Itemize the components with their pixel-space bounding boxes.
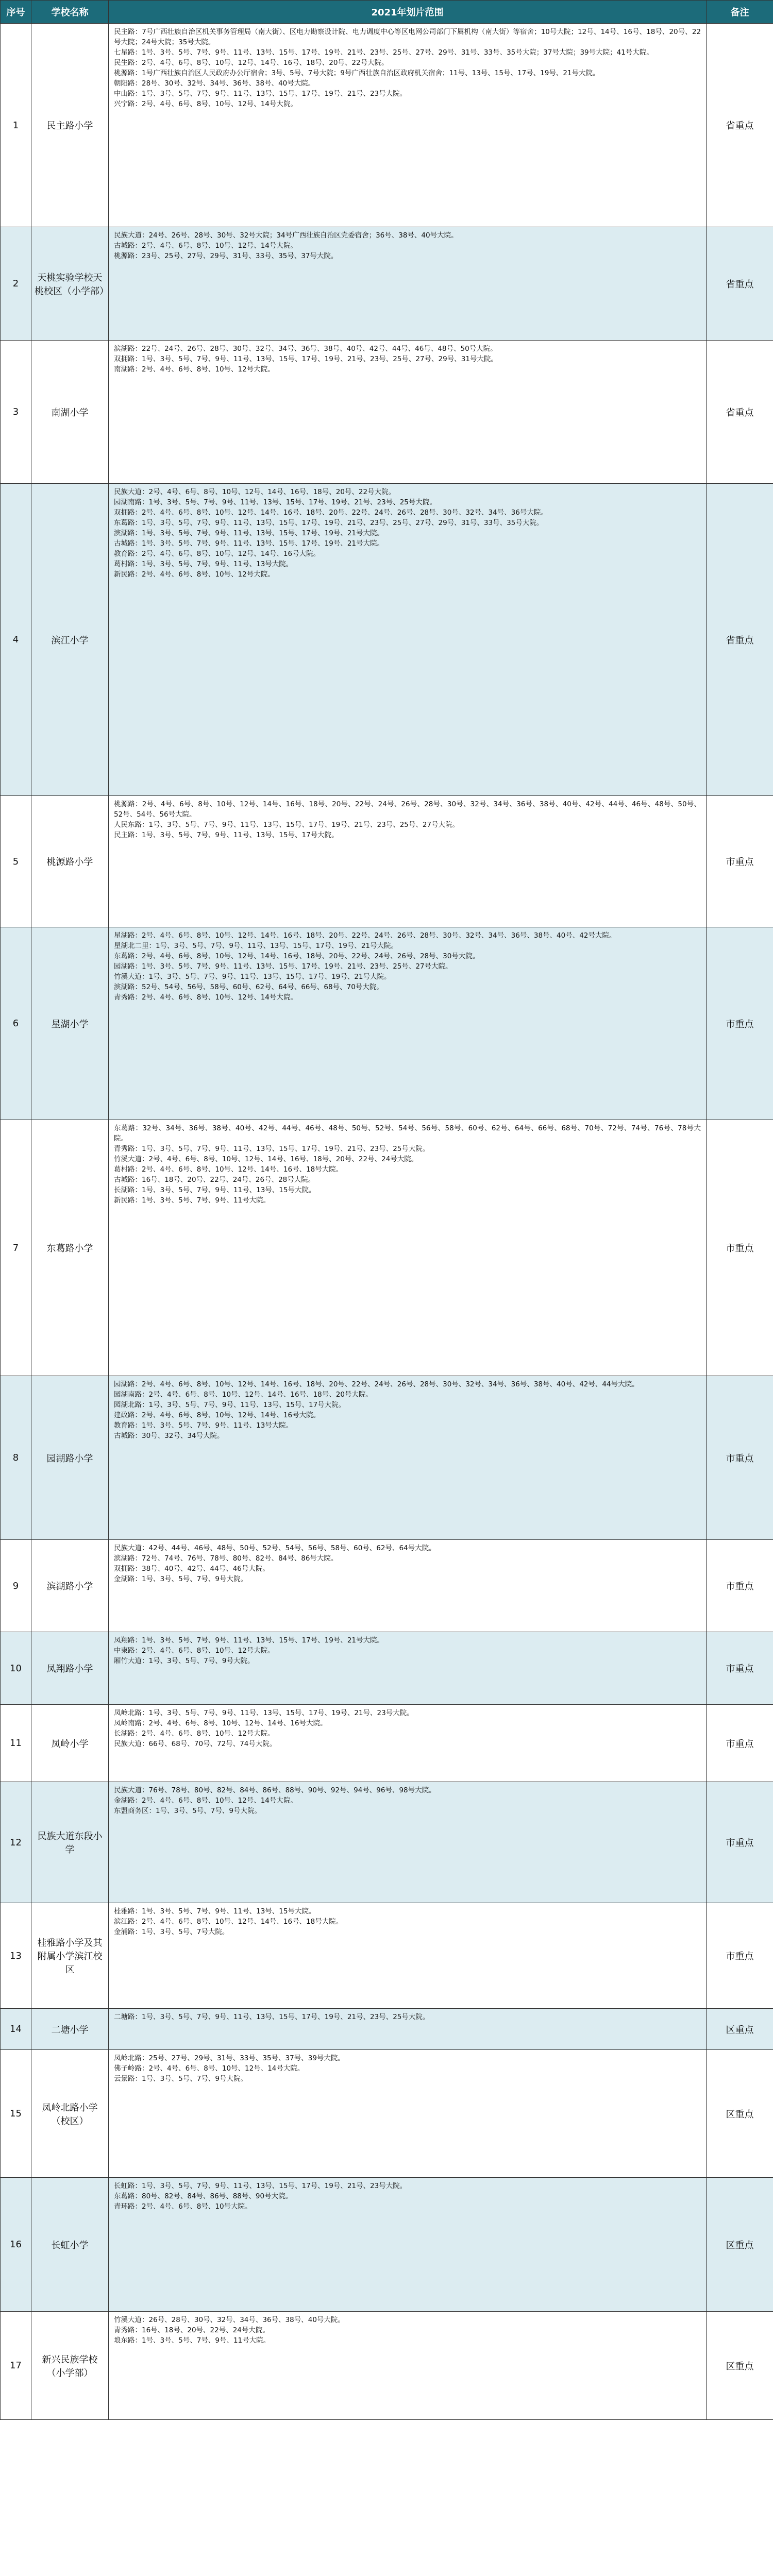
school-name: 凤岭小学 — [31, 1705, 109, 1782]
row-number: 11 — [1, 1705, 31, 1782]
range-line: 民族大道：76号、78号、80号、82号、84号、86号、88号、90号、92号、94号、96号、98号大院。 — [114, 1786, 436, 1794]
header-no: 序号 — [1, 1, 31, 24]
school-name: 民族大道东段小学 — [31, 1782, 109, 1903]
range-line: 园湖北路：1号、3号、5号、7号、9号、11号、13号、15号、17号大院。 — [114, 1401, 346, 1409]
zoning-range — [109, 1120, 707, 1376]
school-name: 新兴民族学校（小学部） — [31, 2312, 109, 2420]
range-line: 金湖路：1号、3号、5号、7号、9号大院。 — [114, 1575, 247, 1583]
range-line: 滨湖路：72号、74号、76号、78号、80号、82号、84号、86号大院。 — [114, 1554, 338, 1563]
range-line: 双拥路：1号、3号、5号、7号、9号、11号、13号、15号、17号、19号、21号、23号、25号、27号、29号、31号大院。 — [114, 355, 498, 363]
zoning-range — [109, 1540, 707, 1632]
school-level-note: 省重点 — [707, 484, 773, 796]
range-line: 民族大道：42号、44号、46号、48号、50号、52号、54号、56号、58号、60号、62号、64号大院。 — [114, 1544, 436, 1552]
school-level-note: 区重点 — [707, 2009, 773, 2050]
table-row — [1, 927, 773, 1120]
row-number: 7 — [1, 1120, 31, 1376]
school-name: 桂雅路小学及其附属小学滨江校区 — [31, 1903, 109, 2009]
range-line: 埌东路：1号、3号、5号、7号、9号、11号大院。 — [114, 2336, 271, 2345]
range-line: 滨湖路：22号、24号、26号、28号、30号、32号、34号、36号、38号、40号、42号、44号、46号、48号、50号大院。 — [114, 345, 497, 353]
school-level-note: 市重点 — [707, 1376, 773, 1540]
range-line: 园湖南路：2号、4号、6号、8号、10号、12号、14号、16号、18号、20号大院。 — [114, 1391, 373, 1399]
school-level-note: 区重点 — [707, 2050, 773, 2178]
school-name: 园湖路小学 — [31, 1376, 109, 1540]
school-level-note: 市重点 — [707, 927, 773, 1120]
school-name: 凤岭北路小学（校区） — [31, 2050, 109, 2178]
school-level-note: 省重点 — [707, 24, 773, 227]
table-row — [1, 796, 773, 927]
range-line: 桃源路：2号、4号、6号、8号、10号、12号、14号、16号、18号、20号、22号、24号、26号、28号、30号、32号、34号、36号、38号、40号、42号、44号、46号、48号、50号、52号、54号、56号大院。 — [114, 800, 701, 819]
table-row — [1, 484, 773, 796]
range-line: 佛子岭路：2号、4号、6号、8号、10号、12号、14号大院。 — [114, 2064, 305, 2073]
table-row — [1, 2178, 773, 2312]
table-row — [1, 1540, 773, 1632]
range-line: 二塘路：1号、3号、5号、7号、9号、11号、13号、15号、17号、19号、21号、23号、25号大院。 — [114, 2013, 430, 2021]
header-school: 学校名称 — [31, 1, 109, 24]
table-row — [1, 1705, 773, 1782]
range-line: 双拥路：2号、4号、6号、8号、10号、12号、14号、16号、18号、20号、22号、24号、26号、28号、30号、32号、34号、36号大院。 — [114, 509, 548, 517]
range-line: 七星路：1号、3号、5号、7号、9号、11号、13号、15号、17号、19号、21号、23号、25号、27号、29号、31号、33号、35号大院；37号大院；39号大院；41号大院。 — [114, 48, 653, 57]
range-line: 古城路：1号、3号、5号、7号、9号、11号、13号、15号、17号、19号、21号大院。 — [114, 539, 384, 548]
school-level-note: 市重点 — [707, 1632, 773, 1705]
range-line: 民族大道：2号、4号、6号、8号、10号、12号、14号、16号、18号、20号、22号大院。 — [114, 488, 396, 496]
school-level-note: 市重点 — [707, 796, 773, 927]
table-row — [1, 24, 773, 227]
zoning-range — [109, 1782, 707, 1903]
zoning-range — [109, 2050, 707, 2178]
range-line: 东葛路：2号、4号、6号、8号、10号、12号、14号、16号、18号、20号、22号、24号、26号、28号、30号大院。 — [114, 952, 480, 960]
range-line: 古城路：2号、4号、6号、8号、10号、12号、14号大院。 — [114, 242, 297, 250]
row-number: 1 — [1, 24, 31, 227]
range-line: 星湖路：2号、4号、6号、8号、10号、12号、14号、16号、18号、20号、22号、24号、26号、28号、30号、32号、34号、36号、38号、40号、42号大院。 — [114, 931, 616, 940]
school-level-note: 省重点 — [707, 341, 773, 484]
zoning-range — [109, 927, 707, 1120]
range-line: 朝阳路：28号、30号、32号、34号、36号、38号、40号大院。 — [114, 79, 315, 88]
range-line: 新民路：2号、4号、6号、8号、10号、12号大院。 — [114, 570, 275, 579]
row-number: 14 — [1, 2009, 31, 2050]
zoning-range — [109, 796, 707, 927]
zoning-range — [109, 341, 707, 484]
school-name: 东葛路小学 — [31, 1120, 109, 1376]
row-number: 13 — [1, 1903, 31, 2009]
range-line: 凤岭北路：1号、3号、5号、7号、9号、11号、13号、15号、17号、19号、21号、23号大院。 — [114, 1709, 414, 1717]
range-line: 青环路：2号、4号、6号、8号、10号大院。 — [114, 2202, 252, 2211]
school-level-note: 区重点 — [707, 2312, 773, 2420]
table-row — [1, 1376, 773, 1540]
table-row — [1, 2050, 773, 2178]
range-line: 民族大道：66号、68号、70号、72号、74号大院。 — [114, 1740, 277, 1748]
range-line: 东盟商务区：1号、3号、5号、7号、9号大院。 — [114, 1807, 261, 1815]
range-line: 园湖路：1号、3号、5号、7号、9号、11号、13号、15号、17号、19号、21号、23号、25号、27号大院。 — [114, 962, 452, 971]
range-line: 青秀路：1号、3号、5号、7号、9号、11号、13号、15号、17号、19号、21号、23号、25号大院。 — [114, 1145, 430, 1153]
range-line: 滨江路：2号、4号、6号、8号、10号、12号、14号、16号、18号大院。 — [114, 1918, 343, 1926]
school-level-note: 市重点 — [707, 1903, 773, 2009]
school-level-note: 区重点 — [707, 2178, 773, 2312]
range-line: 园湖路：2号、4号、6号、8号、10号、12号、14号、16号、18号、20号、22号、24号、26号、28号、30号、32号、34号、36号、38号、40号、42号、44号大院。 — [114, 1380, 639, 1388]
range-line: 滨湖路：52号、54号、56号、58号、60号、62号、64号、66号、68号、70号大院。 — [114, 983, 383, 991]
school-name: 凤翔路小学 — [31, 1632, 109, 1705]
table-row — [1, 1782, 773, 1903]
zoning-range — [109, 227, 707, 341]
row-number: 4 — [1, 484, 31, 796]
range-line: 厢竹大道：1号、3号、5号、7号、9号大院。 — [114, 1657, 255, 1665]
table-header — [1, 1, 773, 24]
range-line: 长湖路：2号、4号、6号、8号、10号、12号大院。 — [114, 1730, 275, 1738]
range-line: 东葛路：1号、3号、5号、7号、9号、11号、13号、15号、17号、19号、21号、23号、25号、27号、29号、31号、33号、35号大院。 — [114, 519, 544, 527]
range-line: 新民路：1号、3号、5号、7号、9号、11号大院。 — [114, 1196, 271, 1205]
zoning-range — [109, 24, 707, 227]
table-row — [1, 1903, 773, 2009]
row-number: 16 — [1, 2178, 31, 2312]
zoning-range — [109, 1903, 707, 2009]
range-line: 南湖路：2号、4号、6号、8号、10号、12号大院。 — [114, 365, 275, 374]
range-line: 桃源路：1号广西壮族自治区人民政府办公厅宿舍；3号、5号、7号大院；9号广西壮族自治区政府机关宿舍；11号、13号、15号、17号、19号、21号大院。 — [114, 69, 600, 77]
school-level-note: 市重点 — [707, 1540, 773, 1632]
school-level-note: 省重点 — [707, 227, 773, 341]
range-line: 金浦路：1号、3号、5号、7号大院。 — [114, 1928, 229, 1936]
range-line: 凤岭南路：2号、4号、6号、8号、10号、12号、14号、16号大院。 — [114, 1719, 327, 1727]
range-line: 园湖南路：1号、3号、5号、7号、9号、11号、13号、15号、17号、19号、21号、23号、25号大院。 — [114, 498, 436, 506]
range-line: 桂雅路：1号、3号、5号、7号、9号、11号、13号、15号大院。 — [114, 1907, 316, 1916]
range-line: 民生路：2号、4号、6号、8号、10号、12号、14号、16号、18号、20号、22号大院。 — [114, 59, 389, 67]
table-row — [1, 227, 773, 341]
school-name: 桃源路小学 — [31, 796, 109, 927]
row-number: 5 — [1, 796, 31, 927]
school-name: 民主路小学 — [31, 24, 109, 227]
range-line: 兴宁路：2号、4号、6号、8号、10号、12号、14号大院。 — [114, 100, 297, 108]
range-line: 竹溪大道：2号、4号、6号、8号、10号、12号、14号、16号、18号、20号、22号、24号大院。 — [114, 1155, 418, 1163]
school-level-note: 市重点 — [707, 1705, 773, 1782]
range-line: 云景路：1号、3号、5号、7号、9号大院。 — [114, 2075, 247, 2083]
range-line: 古城路：16号、18号、20号、22号、24号、26号、28号大院。 — [114, 1176, 315, 1184]
row-number: 3 — [1, 341, 31, 484]
range-line: 长虹路：1号、3号、5号、7号、9号、11号、13号、15号、17号、19号、21号、23号大院。 — [114, 2182, 407, 2190]
row-number: 9 — [1, 1540, 31, 1632]
range-line: 青秀路：16号、18号、20号、22号、24号大院。 — [114, 2326, 270, 2334]
school-name: 长虹小学 — [31, 2178, 109, 2312]
range-line: 凤翔路：1号、3号、5号、7号、9号、11号、13号、15号、17号、19号、21号大院。 — [114, 1636, 384, 1645]
row-number: 10 — [1, 1632, 31, 1705]
range-line: 桃源路：23号、25号、27号、29号、31号、33号、35号、37号大院。 — [114, 252, 338, 260]
range-line: 中柬路：2号、4号、6号、8号、10号、12号大院。 — [114, 1647, 275, 1655]
table-row — [1, 1120, 773, 1376]
range-line: 青秀路：2号、4号、6号、8号、10号、12号、14号大院。 — [114, 993, 297, 1002]
school-level-note: 市重点 — [707, 1782, 773, 1903]
range-line: 民主路：7号广西壮族自治区机关事务管理局（南大街）、区电力勘察设计院、电力调度中心等区电网公司部门下属机构（南大街）等宿舍；10号大院；12号、14号、16号、18号、20号、22号大院；24号大院；35号大院。 — [114, 28, 701, 46]
table-row — [1, 2009, 773, 2050]
range-line: 双拥路：38号、40号、42号、44号、46号大院。 — [114, 1565, 270, 1573]
header-range: 2021年划片范围 — [109, 1, 707, 24]
range-line: 竹溪大道：1号、3号、5号、7号、9号、11号、13号、15号、17号、19号、21号大院。 — [114, 973, 391, 981]
zoning-range — [109, 2178, 707, 2312]
range-line: 葛村路：1号、3号、5号、7号、9号、11号、13号大院。 — [114, 560, 293, 568]
range-line: 长湖路：1号、3号、5号、7号、9号、11号、13号、15号大院。 — [114, 1186, 316, 1194]
school-name: 星湖小学 — [31, 927, 109, 1120]
zoning-range — [109, 1376, 707, 1540]
range-line: 葛村路：2号、4号、6号、8号、10号、12号、14号、16号、18号大院。 — [114, 1165, 343, 1174]
range-line: 星湖北二里：1号、3号、5号、7号、9号、11号、13号、15号、17号、19号、21号大院。 — [114, 942, 398, 950]
table-body — [1, 24, 773, 2420]
range-line: 教育路：2号、4号、6号、8号、10号、12号、14号、16号大院。 — [114, 550, 321, 558]
range-line: 民族大道：24号、26号、28号、30号、32号大院；34号广西壮族自治区党委宿舍；36号、38号、40号大院。 — [114, 231, 458, 240]
range-line: 中山路：1号、3号、5号、7号、9号、11号、13号、15号、17号、19号、21号、23号大院。 — [114, 90, 407, 98]
table-row — [1, 1632, 773, 1705]
range-line: 竹溪大道：26号、28号、30号、32号、34号、36号、38号、40号大院。 — [114, 2316, 345, 2324]
range-line: 滨湖路：1号、3号、5号、7号、9号、11号、13号、15号、17号、19号、21号大院。 — [114, 529, 384, 537]
school-name: 滨湖路小学 — [31, 1540, 109, 1632]
zoning-range — [109, 2312, 707, 2420]
range-line: 东葛路：80号、82号、84号、86号、88号、90号大院。 — [114, 2192, 293, 2200]
range-line: 凤岭北路：25号、27号、29号、31号、33号、35号、37号、39号大院。 — [114, 2054, 345, 2062]
range-line: 古城路：30号、32号、34号大院。 — [114, 1432, 224, 1440]
row-number: 12 — [1, 1782, 31, 1903]
school-level-note: 市重点 — [707, 1120, 773, 1376]
table-row — [1, 341, 773, 484]
zoning-range — [109, 484, 707, 796]
row-number: 2 — [1, 227, 31, 341]
row-number: 15 — [1, 2050, 31, 2178]
range-line: 民主路：1号、3号、5号、7号、9号、11号、13号、15号、17号大院。 — [114, 831, 339, 839]
zoning-range — [109, 1705, 707, 1782]
school-name: 天桃实验学校天桃校区（小学部） — [31, 227, 109, 341]
school-name: 滨江小学 — [31, 484, 109, 796]
school-name: 南湖小学 — [31, 341, 109, 484]
range-line: 建政路：2号、4号、6号、8号、10号、12号、14号、16号大院。 — [114, 1411, 321, 1419]
range-line: 教育路：1号、3号、5号、7号、9号、11号、13号大院。 — [114, 1421, 293, 1430]
table-row — [1, 2312, 773, 2420]
header-note: 备注 — [707, 1, 773, 24]
range-line: 金湖路：2号、4号、6号、8号、10号、12号、14号大院。 — [114, 1797, 297, 1805]
zoning-range — [109, 2009, 707, 2050]
row-number: 8 — [1, 1376, 31, 1540]
school-name: 二塘小学 — [31, 2009, 109, 2050]
zoning-range — [109, 1632, 707, 1705]
row-number: 17 — [1, 2312, 31, 2420]
row-number: 6 — [1, 927, 31, 1120]
range-line: 人民东路：1号、3号、5号、7号、9号、11号、13号、15号、17号、19号、21号、23号、25号、27号大院。 — [114, 821, 460, 829]
range-line: 东葛路：32号、34号、36号、38号、40号、42号、44号、46号、48号、50号、52号、54号、56号、58号、60号、62号、64号、66号、68号、70号、72号、74号、76号、78号大院。 — [114, 1124, 701, 1143]
